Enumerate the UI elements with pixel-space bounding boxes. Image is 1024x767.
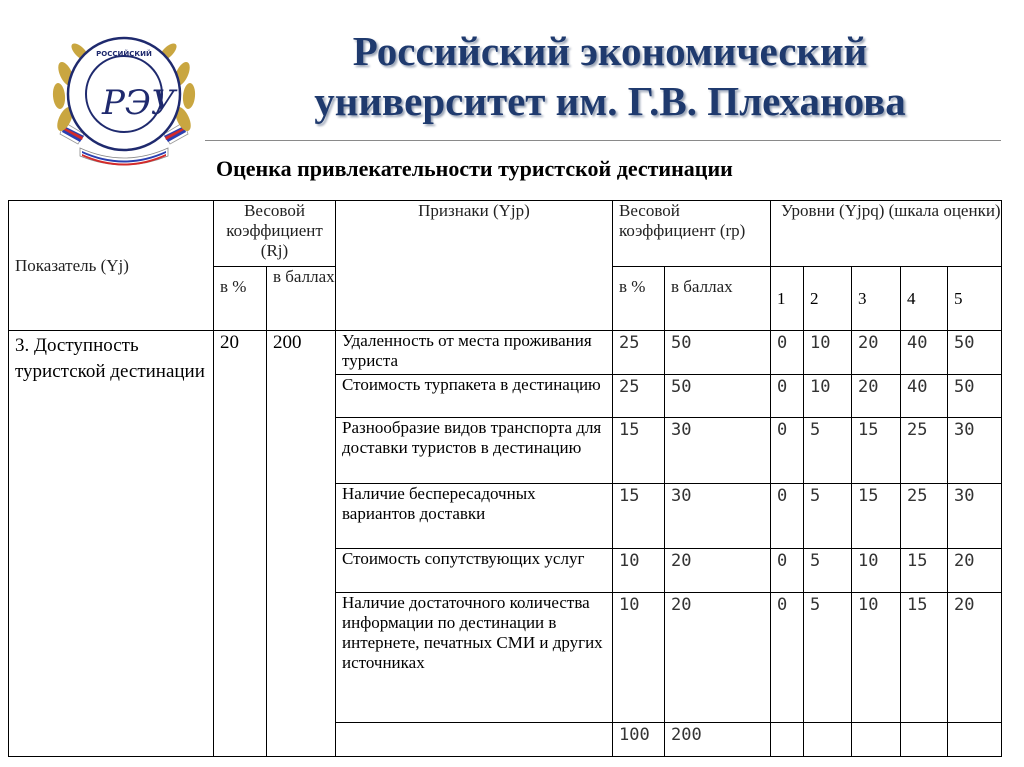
level-value: 5 bbox=[804, 593, 852, 723]
level-value: 50 bbox=[948, 331, 1002, 375]
feature-percent: 25 bbox=[613, 331, 665, 375]
level-value: 15 bbox=[852, 484, 901, 549]
feature-cell: Стоимость турпакета в дестинацию bbox=[336, 375, 613, 418]
header-weight-rp: Весовой коэффициент (rp) bbox=[613, 201, 771, 267]
header-percent: в % bbox=[214, 267, 267, 331]
header-rp-points: в баллах bbox=[665, 267, 771, 331]
level-value: 0 bbox=[771, 331, 804, 375]
feature-points: 20 bbox=[665, 549, 771, 593]
level-value: 20 bbox=[948, 549, 1002, 593]
title-line-1: Российский экономический bbox=[352, 28, 868, 74]
feature-points: 30 bbox=[665, 484, 771, 549]
empty-cell bbox=[852, 723, 901, 757]
total-points: 200 bbox=[665, 723, 771, 757]
header-weight-rj: Весовой коэффициент (Rj) bbox=[214, 201, 336, 267]
level-4: 4 bbox=[901, 267, 948, 331]
feature-cell: Разнообразие видов транспорта для доставки туристов в дестинацию bbox=[336, 418, 613, 484]
level-value: 5 bbox=[804, 549, 852, 593]
feature-percent: 25 bbox=[613, 375, 665, 418]
level-value: 10 bbox=[852, 593, 901, 723]
level-value: 15 bbox=[901, 549, 948, 593]
indicator-percent: 20 bbox=[214, 331, 267, 757]
level-value: 0 bbox=[771, 593, 804, 723]
level-value: 25 bbox=[901, 484, 948, 549]
header-points: в баллах bbox=[267, 267, 336, 331]
level-value: 40 bbox=[901, 375, 948, 418]
level-value: 15 bbox=[852, 418, 901, 484]
header-levels: Уровни (Yjpq) (шкала оценки) bbox=[771, 201, 1002, 267]
level-value: 0 bbox=[771, 484, 804, 549]
level-value: 10 bbox=[804, 331, 852, 375]
level-value: 20 bbox=[948, 593, 1002, 723]
indicator-name: 3. Доступность туристской дестинации bbox=[9, 331, 214, 757]
assessment-table bbox=[8, 200, 1002, 757]
level-value: 5 bbox=[804, 484, 852, 549]
header-indicator: Показатель (Yj) bbox=[9, 201, 214, 331]
level-value: 5 bbox=[804, 418, 852, 484]
level-value: 0 bbox=[771, 375, 804, 418]
table-row bbox=[9, 331, 1002, 375]
empty-cell bbox=[804, 723, 852, 757]
level-value: 15 bbox=[901, 593, 948, 723]
feature-percent: 15 bbox=[613, 418, 665, 484]
empty-cell bbox=[948, 723, 1002, 757]
feature-percent: 10 bbox=[613, 593, 665, 723]
title-line-2: университет им. Г.В. Плеханова bbox=[314, 78, 906, 124]
level-2: 2 bbox=[804, 267, 852, 331]
svg-text:РЭУ: РЭУ bbox=[102, 83, 176, 123]
header-divider bbox=[205, 140, 1001, 141]
indicator-points: 200 bbox=[267, 331, 336, 757]
feature-points: 20 bbox=[665, 593, 771, 723]
feature-points: 30 bbox=[665, 418, 771, 484]
svg-text:РОССИЙСКИЙ: РОССИЙСКИЙ bbox=[96, 50, 152, 58]
level-5: 5 bbox=[948, 267, 1002, 331]
level-value: 0 bbox=[771, 418, 804, 484]
feature-percent: 10 bbox=[613, 549, 665, 593]
university-title bbox=[230, 26, 990, 126]
feature-percent: 15 bbox=[613, 484, 665, 549]
totals-feature-cell bbox=[336, 723, 613, 757]
total-percent: 100 bbox=[613, 723, 665, 757]
level-value: 40 bbox=[901, 331, 948, 375]
feature-points: 50 bbox=[665, 331, 771, 375]
level-value: 30 bbox=[948, 484, 1002, 549]
feature-cell: Наличие беспересадочных вариантов доставки bbox=[336, 484, 613, 549]
feature-points: 50 bbox=[665, 375, 771, 418]
level-value: 20 bbox=[852, 375, 901, 418]
header-features: Признаки (Yjp) bbox=[336, 201, 613, 331]
feature-cell: Стоимость сопутствующих услуг bbox=[336, 549, 613, 593]
level-value: 10 bbox=[804, 375, 852, 418]
level-value: 30 bbox=[948, 418, 1002, 484]
feature-cell: Наличие достаточного количества информации по дестинации в интернете, печатных СМИ и других источниках bbox=[336, 593, 613, 723]
level-value: 20 bbox=[852, 331, 901, 375]
level-value: 10 bbox=[852, 549, 901, 593]
slide-subtitle: Оценка привлекательности туристской дестинации bbox=[216, 156, 733, 181]
header-rp-percent: в % bbox=[613, 267, 665, 331]
feature-cell: Удаленность от места проживания туриста bbox=[336, 331, 613, 375]
university-logo bbox=[40, 22, 208, 172]
level-value: 25 bbox=[901, 418, 948, 484]
level-value: 0 bbox=[771, 549, 804, 593]
level-value: 50 bbox=[948, 375, 1002, 418]
level-1: 1 bbox=[771, 267, 804, 331]
level-3: 3 bbox=[852, 267, 901, 331]
empty-cell bbox=[771, 723, 804, 757]
empty-cell bbox=[901, 723, 948, 757]
